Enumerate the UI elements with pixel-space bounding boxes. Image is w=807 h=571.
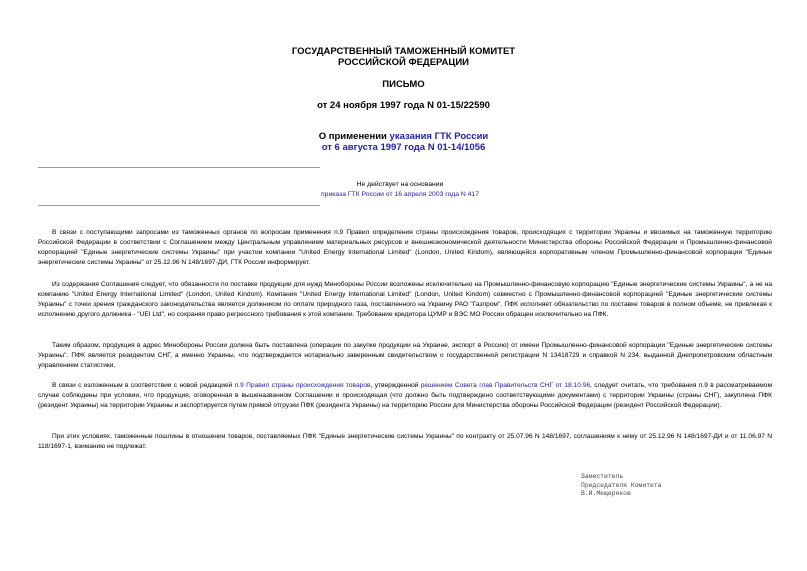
signature-name: В.И.Мещеряков [581,490,631,498]
subject-prefix: О применении [318,131,390,142]
status-note-link[interactable]: приказа ГТК России от 16 апреля 2003 года N 417 [321,191,479,198]
document-subject-line1 [0,131,807,142]
subject-link-directive-date[interactable]: от 6 августа 1997 года N 01-14/1056 [321,142,486,153]
paragraph-1: В связи с поступающими запросами из таможенных органов по вопросам применения п.9 Правил определения страны происхождения товаров, происходящих с территории Украины и ввозимых на таможенную территорию Российской Федерации в соответствии с Соглашением между Центральным управлением материальных ресурсов и внешнеэкономической деятельности Министерства обороны Российской Федерации и Промышленно-финансовой корпорацией "Единые энергетические системы Украины" при участии компании "United Energy International Limited" (London, United Kindom), являющейся корпоративным членом Промышленно-финансовой корпорации "Единые энергетические системы Украины" от 25.12.96 N 148/1697-ДИ, ГТК России информирует. [38,229,772,266]
paragraph-5: При этих условиях, таможенные пошлины в отношении товаров, поставляемых ПФК "Единые энергетические системы Украины" по контракту от 25.07.96 N 148/1697, соглашениям к нему от 25.12.96 N 148/1697-ДИ и от 11.06.97 N 118/1697-1, взиманию не подлежат. [38,433,772,450]
subject-link-directive[interactable]: указания ГТК России [389,131,489,142]
separator-rule-top [38,167,320,168]
paragraph-4 [38,381,772,411]
issuer-title-line1: ГОСУДАРСТВЕННЫЙ ТАМОЖЕННЫЙ КОМИТЕТ [291,46,516,57]
signature-position: Заместитель [581,473,624,480]
separator-rule-bottom [38,205,320,206]
paragraph-4-text-c: , следует считать, что требования п.9 в рассматриваемом случае соблюдены при условии, что продукция, оговоренная в вышеназванном Соглашении и происходящая (что должно быть подтверждено соответствующими документами) с территории Украины (страны СНГ), закуплена ПФК (резидент Украины) на территории Украины и экспортируется путем прямой отгрузки ПФК (резидента Украины) на территорию России для Министерства обороны Российской Федерации (резидент Российской Федерации). [38,382,772,409]
status-note-text: Не действует на основании [356,181,444,188]
rules-origin-link[interactable]: п.9 Правил страны происхождения товаров [234,382,371,389]
document-date-number: от 24 ноября 1997 года N 01-15/22590 [317,100,490,111]
cis-council-decision-link[interactable]: решением Совета глав Правительств СНГ от 18.10.96 [420,382,591,389]
signature-position-2: Председателя Комитета [581,481,662,489]
paragraph-2: Из содержания Соглашения следует, что обязанности по поставке продукции для нужд Минобороны России возложены исключительно на Промышленно-финансовую корпорацию "Единые энергетические системы Украины", а не на компанию "United Energy International Limited" (London, United Kindom). Компания "United Energy International Limited" (London, United Kindom) совместно с Промышленно-финансовой корпорацией "Единые энергетические системы Украины" с точки зрения гражданского законодательства является должником по оплате природного газа, поставленного на Украину РАО "Газпром". ПФК исполняет обязательство по поставке товаров в полном объеме, не привлекая к исполнению другого должника - "UEI Ltd", но сохраняя право регрессного требования к этой компании. Требование кредитора ЦУМР и ВЭС МО России обращен исключительно на ПФК. [38,281,772,318]
paragraph-4-text-b: , утвержденной [370,382,421,389]
document-type: ПИСЬМО [382,79,425,90]
issuer-title-line2: РОССИЙСКОЙ ФЕДЕРАЦИИ [337,57,469,68]
paragraph-3: Таким образом, продукция в адрес Минобороны России должна быть поставлена (операции по закупке продукции на Украине, экспорт в Россию) от имени Промышленно-финансовой корпорации "Единые энергетические системы Украины". ПФК является резидентом СНГ, а именно Украины, что подтверждается нотариально заверенным свидетельством о государственной регистрации N 13418729 и справкой N 234, выданной Днепропетровским областным управлением статистики. [38,342,772,369]
paragraph-4-text-a: В связи с изложенным в соответствии с новой редакцией [52,382,235,389]
